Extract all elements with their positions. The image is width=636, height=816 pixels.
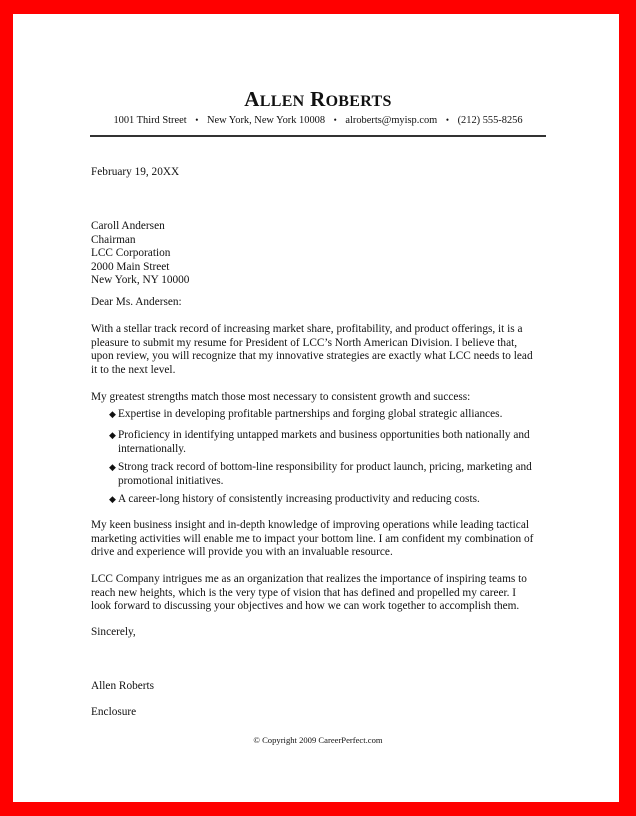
paragraph-line: pleasure to submit my resume for President of LCC’s North American Division. I believe that, bbox=[91, 336, 518, 349]
list-item-text bbox=[118, 493, 548, 507]
list-item-line: Proficiency in identifying untapped markets and business opportunities both nationally and bbox=[118, 429, 530, 441]
paragraph-intro bbox=[91, 323, 551, 377]
bullet-separator-icon: • bbox=[333, 115, 337, 125]
signature-name: Allen Roberts bbox=[91, 680, 155, 692]
recipient-block bbox=[91, 220, 551, 288]
list-item-line: promotional initiatives. bbox=[118, 474, 224, 487]
bullet-separator-icon: • bbox=[445, 115, 449, 125]
bullet-icon: ◆ bbox=[109, 462, 116, 472]
paragraph-closing bbox=[91, 573, 551, 614]
letter-date: February 19, 20XX bbox=[91, 166, 180, 178]
paragraph-strengths: My greatest strengths match those most necessary to consistent growth and success: bbox=[91, 391, 471, 403]
paragraph-insight bbox=[91, 519, 551, 560]
list-item-line: Expertise in developing profitable partnerships and forging global strategic alliances. bbox=[118, 408, 503, 420]
paragraph-line: upon review, you will recognize that my innovative strategies are exactly what LCC needs to lead bbox=[91, 350, 533, 363]
bullet-separator-icon: • bbox=[195, 115, 199, 125]
recipient-name: Caroll Andersen bbox=[91, 220, 165, 232]
enclosure-note: Enclosure bbox=[91, 706, 137, 718]
copyright-notice: © Copyright 2009 CareerPerfect.com bbox=[253, 735, 383, 745]
list-item-line: Strong track record of bottom-line responsibility for product launch, pricing, marketing and bbox=[118, 461, 532, 473]
recipient-city: New York, NY 10000 bbox=[91, 274, 190, 287]
name-initial-last: R bbox=[310, 87, 326, 111]
bullet-icon: ◆ bbox=[109, 494, 116, 504]
bullet-icon: ◆ bbox=[109, 409, 116, 419]
recipient-title: Chairman bbox=[91, 233, 136, 246]
paragraph-line: My keen business insight and in-depth knowledge of improving operations while leading tactical bbox=[91, 519, 529, 531]
recipient-street: 2000 Main Street bbox=[91, 260, 170, 273]
contact-email: alroberts@myisp.com bbox=[345, 115, 438, 126]
recipient-company: LCC Corporation bbox=[91, 247, 171, 260]
list-item-text bbox=[118, 408, 548, 422]
salutation: Dear Ms. Andersen: bbox=[91, 296, 182, 308]
contact-phone: (212) 555-8256 bbox=[457, 115, 523, 126]
list-item-line: internationally. bbox=[118, 442, 186, 455]
sender-name bbox=[0, 87, 636, 114]
paragraph-line: it to the next level. bbox=[91, 363, 176, 376]
paragraph-line: drive and experience will provide you with an invaluable resource. bbox=[91, 546, 393, 559]
contact-address: 1001 Third Street bbox=[113, 115, 187, 126]
list-item-text bbox=[118, 461, 548, 488]
paragraph-line: LCC Company intrigues me as an organization that realizes the importance of inspiring teams to bbox=[91, 573, 527, 585]
list-item-line: A career-long history of consistently increasing productivity and reducing costs. bbox=[118, 493, 480, 505]
paragraph-line: marketing activities will enable me to impact your bottom line. I am confident my combination of bbox=[91, 532, 534, 545]
contact-line bbox=[0, 114, 636, 127]
name-rest-first: LLEN bbox=[259, 93, 305, 110]
bullet-icon: ◆ bbox=[109, 430, 116, 440]
name-initial-first: A bbox=[244, 87, 260, 111]
paragraph-line: look forward to discussing your objectives and how we can work together to accomplish them. bbox=[91, 600, 520, 613]
header-rule bbox=[90, 135, 546, 137]
contact-city: New York, New York 10008 bbox=[206, 115, 326, 126]
closing: Sincerely, bbox=[91, 626, 136, 638]
paragraph-line: With a stellar track record of increasing market share, profitability, and product offerings, it is a bbox=[91, 323, 523, 335]
paragraph-line: reach new heights, which is the very type of vision that has defined and propelled my career. I bbox=[91, 586, 517, 599]
list-item-text bbox=[118, 429, 548, 456]
name-rest-last: OBERTS bbox=[325, 93, 392, 110]
